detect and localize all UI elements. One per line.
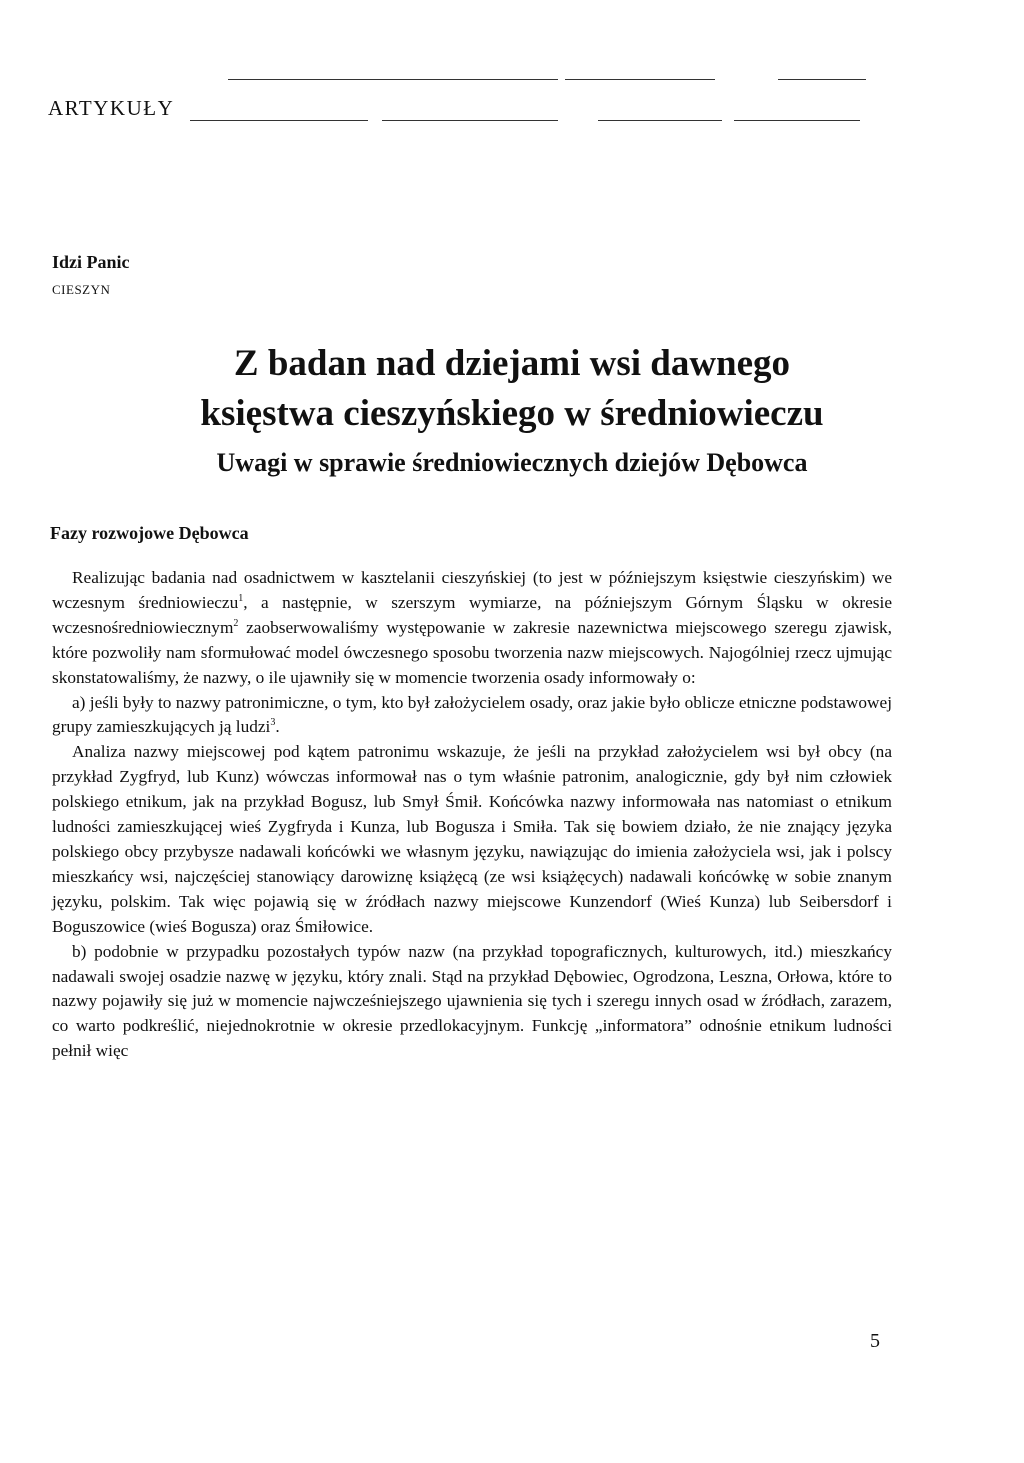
paragraph-1: [52, 566, 892, 691]
paragraph-text: Realizując badania nad osadnictwem w kasztelanii cieszyńskiej (to jest w późniejszym księstwie cieszyńskim) we wczesnym średniowieczu: [52, 568, 892, 612]
footnote-ref: 1: [238, 593, 244, 605]
paragraph-2: [52, 691, 892, 741]
header-rule: [565, 79, 715, 80]
paragraph-4: b) podobnie w przypadku pozostałych typów nazw (na przykład topograficznych, kulturowych, itd.) mieszkańcy nadawali swojej osadzie nazwę w języku, który znali. Stąd na przykład Dębowiec, Ogrodzona, Leszna, Orłowa, które to nazwy pojawiły się już w momencie najwcześniejszego ujawnienia się tych i szeregu innych osad w źródłach, zarazem, co warto podkreślić, niejednokrotnie w okresie przedlokacyjnym. Funkcję „informatora” odnośnie etnikum ludności pełnił więc: [52, 941, 892, 1061]
page-number: 5: [870, 1330, 880, 1352]
footnote-ref: 3: [270, 717, 276, 729]
footnote-ref: 2: [233, 618, 239, 630]
header-rule: [382, 120, 558, 121]
header-rule: [598, 120, 722, 121]
paragraph-3: Analiza nazwy miejscowej pod kątem patronimu wskazuje, że jeśli na przykład założycielem wsi był obcy (na przykład Zygfryd, lub Kunz) wówczas informował nas o tym właśnie patronim, analogicznie, gdy był nim człowiek polskiego etnikum, jak na przykład Bogusz, lub Smył Śmił. Końcówka nazwy informowała nas natomiast o etnikum ludności zamieszkującej wieś Zygfryda i Kunza, lub Bogusza i Smiła. Tak się bowiem działo, że nie znający języka polskiego obcy przybysze nadawali końcówki we własnym języku, nawiązując do imienia założyciela wsi, jak i polscy mieszkańcy wsi, najczęściej stanowiący darowiznę książęcą (ze wsi książęcych) nadawali końcówkę w sobie znanym języku, polskim. Tak więc pojawią się w źródłach nazwy miejscowe Kunzendorf (Wieś Kunza) lub Seibersdorf i Boguszowice (wieś Bogusza) oraz Śmiłowice.: [52, 742, 892, 936]
header-rule: [734, 120, 860, 121]
paragraph-text: a) jeśli były to nazwy patronimiczne, o tym, kto był założycielem osady, oraz jakie było oblicze etniczne podstawowej grupy zamieszkujących ją ludzi: [52, 692, 892, 737]
header-rule: [228, 79, 558, 80]
article-subtitle: Uwagi w sprawie średniowiecznych dziejów Dębowca: [216, 448, 808, 477]
section-label: ARTYKUŁY: [48, 96, 175, 120]
paragraph-text: zaobserwowaliśmy występowanie w zakresie nazewnictwa miejscowego szeregu zjawisk, które pozwoliły nam sformułować model ówczesnego sposobu tworzenia nazw miejscowych. Najogólniej rzecz ujmując skonstatowaliśmy, że nazwy, o ile ujawniły się w momencie tworzenia osady informowały o:: [52, 617, 892, 687]
paragraph-text: .: [275, 717, 280, 737]
article-body: [52, 566, 892, 1064]
author-affiliation: CIESZYN: [52, 282, 111, 297]
paragraph-text: , a następnie, w szerszym wymiarze, na późniejszym Górnym Śląsku w okresie wczesnośredniowiecznym: [52, 592, 892, 637]
author-name: Idzi Panic: [52, 252, 130, 272]
header-rule: [778, 79, 866, 80]
section-heading: Fazy rozwojowe Dębowca: [50, 523, 249, 543]
article-title-line-1: Z badan nad dziejami wsi dawnego: [233, 343, 791, 384]
header-rule: [190, 120, 368, 121]
article-title-line-2: księstwa cieszyńskiego w średniowieczu: [200, 393, 824, 434]
